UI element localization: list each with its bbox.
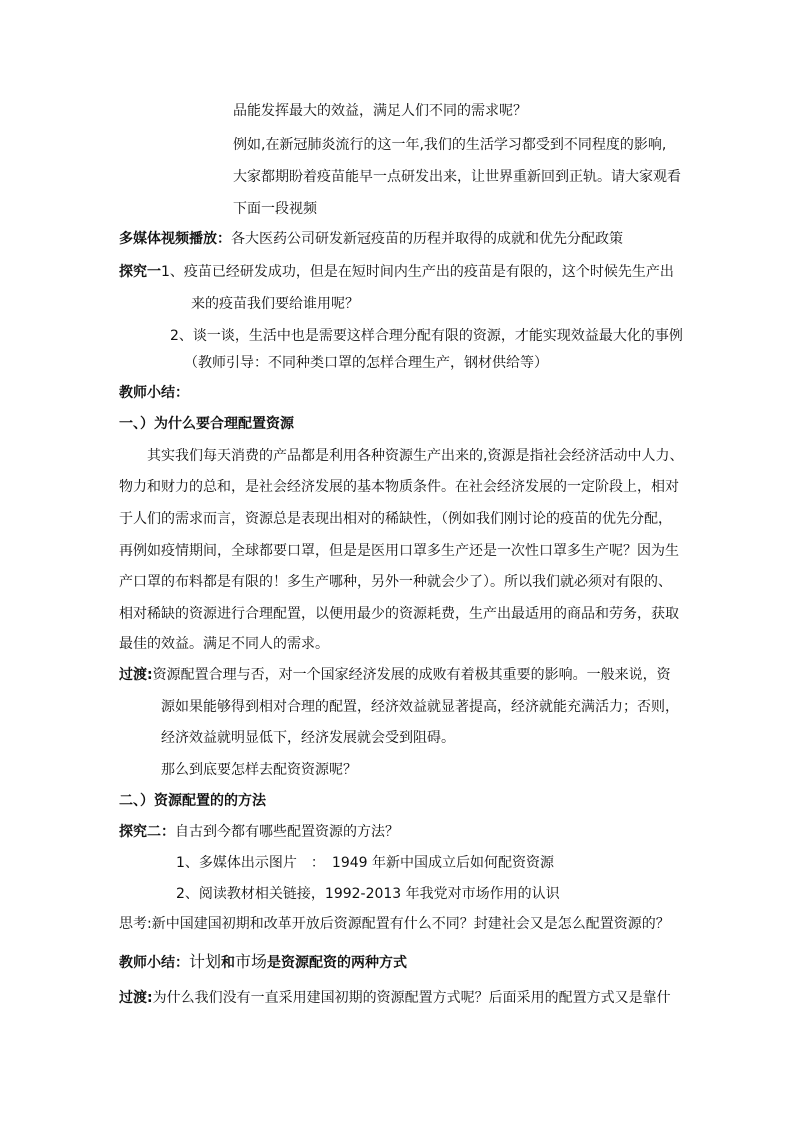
summary2-rest: 是资源配资的两种方式 bbox=[267, 955, 408, 971]
intro-line-4: 下面一段视频 bbox=[233, 201, 317, 217]
teacher-summary-2 bbox=[119, 952, 407, 973]
explore1-label: 探究一 bbox=[119, 264, 161, 280]
explore2-item-2: 2、阅读教材相关链接，1992-2013 年我党对市场作用的认识 bbox=[176, 886, 560, 902]
transition1-line-1 bbox=[119, 665, 671, 685]
section1-para-line-7: 最佳的效益。满足不同人的需求。 bbox=[119, 636, 329, 652]
explore2-label: 探究二： bbox=[119, 824, 175, 840]
thinking-line bbox=[119, 914, 670, 934]
transition2-line bbox=[119, 988, 671, 1008]
explore1-line-2: 来的疫苗我们要给谁用呢？ bbox=[191, 296, 359, 312]
summary2-and: 和 bbox=[221, 955, 236, 971]
transition2-label: 过渡: bbox=[119, 990, 153, 1006]
summary2-label: 教师小结： bbox=[119, 955, 189, 971]
intro-line-1: 品能发挥最大的效益，满足人们不同的需求呢？ bbox=[233, 103, 527, 119]
intro-line-3: 大家都期盼着疫苗能早一点研发出来，让世界重新回到正轨。请大家观看 bbox=[233, 169, 681, 185]
transition1-label: 过渡: bbox=[119, 667, 153, 683]
explore1-line-3: 2、谈一谈，生活中也是需要这样合理分配有限的资源，才能实现效益最大化的事例 bbox=[170, 328, 683, 344]
section1-heading: 一、）为什么要合理配置资源 bbox=[119, 416, 294, 432]
transition1-line-2: 源如果能够得到相对合理的配置，经济效益就显著提高，经济就能充满活力；否则， bbox=[161, 699, 679, 715]
explore1-line-1 bbox=[119, 262, 674, 282]
section1-para-line-6: 相对稀缺的资源进行合理配置，以便用最少的资源耗费，生产出最适用的商品和劳务，获取 bbox=[119, 606, 679, 622]
multimedia-text: 各大医药公司研发新冠疫苗的历程并取得的成就和优先分配政策 bbox=[231, 231, 623, 247]
transition1-line-4: 那么到底要怎样去配资资源呢？ bbox=[161, 762, 357, 778]
explore2-text: 自古到今都有哪些配置资源的方法？ bbox=[175, 824, 399, 840]
section1-para-line-3: 于人们的需求而言，资源总是表现出相对的稀缺性，（例如我们刚讨论的疫苗的优先分配， bbox=[119, 511, 672, 527]
section1-para-line-1: 其实我们每天消费的产品都是利用各种资源生产出来的,资源是指社会经济活动中人力、 bbox=[147, 448, 684, 464]
intro-line-2: 例如,在新冠肺炎流行的这一年,我们的生活学习都受到不同程度的影响, bbox=[233, 137, 667, 153]
thinking-text: 新中国建国初期和改革开放后资源配置有什么不同？封建社会又是怎么配置资源的？ bbox=[151, 916, 670, 932]
summary2-plan: 计划 bbox=[189, 952, 222, 971]
explore2-line bbox=[119, 822, 399, 842]
section1-para-line-5: 产口罩的布料都是有限的！多生产哪种，另外一种就会少了）。所以我们就必须对有限的、 bbox=[119, 574, 672, 590]
explore1-line-4: （教师引导：不同种类口罩的怎样合理生产，钢材供给等） bbox=[184, 355, 548, 371]
explore1-q1: 1、疫苗已经研发成功，但是在短时间内生产出的疫苗是有限的，这个时候先生产出 bbox=[161, 264, 674, 280]
multimedia-line bbox=[119, 229, 623, 249]
transition1-line-3: 经济效益就明显低下，经济发展就会受到阻碍。 bbox=[161, 730, 455, 746]
section1-para-line-2: 物力和财力的总和，是社会经济发展的基本物质条件。在社会经济发展的一定阶段上，相对 bbox=[119, 479, 679, 495]
multimedia-label: 多媒体视频播放： bbox=[119, 231, 231, 247]
transition1-text-1: 资源配置合理与否，对一个国家经济发展的成败有着极其重要的影响。一般来说，资 bbox=[152, 667, 671, 683]
section2-heading: 二、）资源配置的的方法 bbox=[119, 793, 266, 809]
teacher-summary-1: 教师小结： bbox=[119, 385, 189, 401]
explore2-item-1: 1、多媒体出示图片 ： 1949 年新中国成立后如何配资资源 bbox=[176, 855, 554, 871]
section1-para-line-4: 再例如疫情期间，全球都要口罩，但是是医用口罩多生产还是一次性口罩多生产呢？因为生 bbox=[119, 543, 679, 559]
transition2-text: 为什么我们没有一直采用建国初期的资源配置方式呢？后面采用的配置方式又是靠什 bbox=[152, 990, 671, 1006]
summary2-market: 市场 bbox=[235, 952, 268, 971]
thinking-label: 思考: bbox=[119, 916, 152, 932]
